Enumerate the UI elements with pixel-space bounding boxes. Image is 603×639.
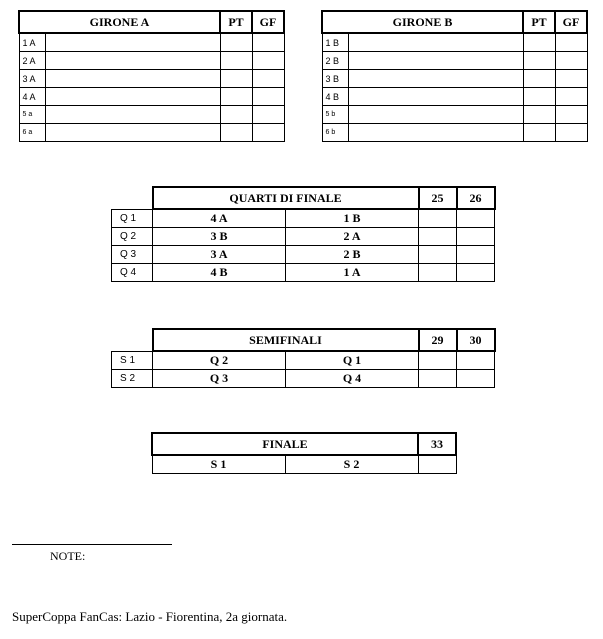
table-row: 6 b [322,124,587,142]
note-label: NOTE: [50,549,86,563]
quarti-col-25: 25 [419,187,457,209]
table-row: 3 A [19,70,284,88]
table-row: 3 B [322,70,587,88]
girone-b-gf-header: GF [555,11,587,33]
semifinali-table [111,328,496,388]
table-row: 1 A [19,33,284,52]
finale-title: FINALE [152,433,418,455]
table-row: 4 A [19,88,284,106]
finale-col-33: 33 [418,433,456,455]
table-row: S 1 Q 2 Q 1 [112,351,495,370]
table-row: 6 a [19,124,284,142]
table-row: Q 3 3 A 2 B [112,246,495,264]
table-row: 5 b [322,106,587,124]
note-divider [12,544,172,545]
table-row: 4 B [322,88,587,106]
quarti-title: QUARTI DI FINALE [153,187,419,209]
girone-b-pt-header: PT [523,11,555,33]
table-row: S 2 Q 3 Q 4 [112,370,495,388]
table-row: Q 2 3 B 2 A [112,228,495,246]
table-row: 2 A [19,52,284,70]
semifinali-col-29: 29 [419,329,457,351]
quarti-col-26: 26 [457,187,495,209]
table-row: 5 a [19,106,284,124]
table-row: S 1 S 2 [152,455,456,474]
table-row: 2 B [322,52,587,70]
girone-b-table [321,10,588,142]
girone-a-gf-header: GF [252,11,284,33]
girone-a-title: GIRONE A [19,11,220,33]
footer-text: SuperCoppa FanCas: Lazio - Fiorentina, 2a giornata. [12,609,288,624]
semifinali-col-30: 30 [457,329,495,351]
semifinali-title: SEMIFINALI [153,329,419,351]
table-row: Q 1 4 A 1 B [112,209,495,228]
quarti-table [111,186,496,282]
table-row: Q 4 4 B 1 A [112,264,495,282]
table-row: 1 B [322,33,587,52]
girone-a-table [18,10,285,142]
finale-table [151,432,457,474]
girone-a-pt-header: PT [220,11,252,33]
girone-b-title: GIRONE B [322,11,523,33]
